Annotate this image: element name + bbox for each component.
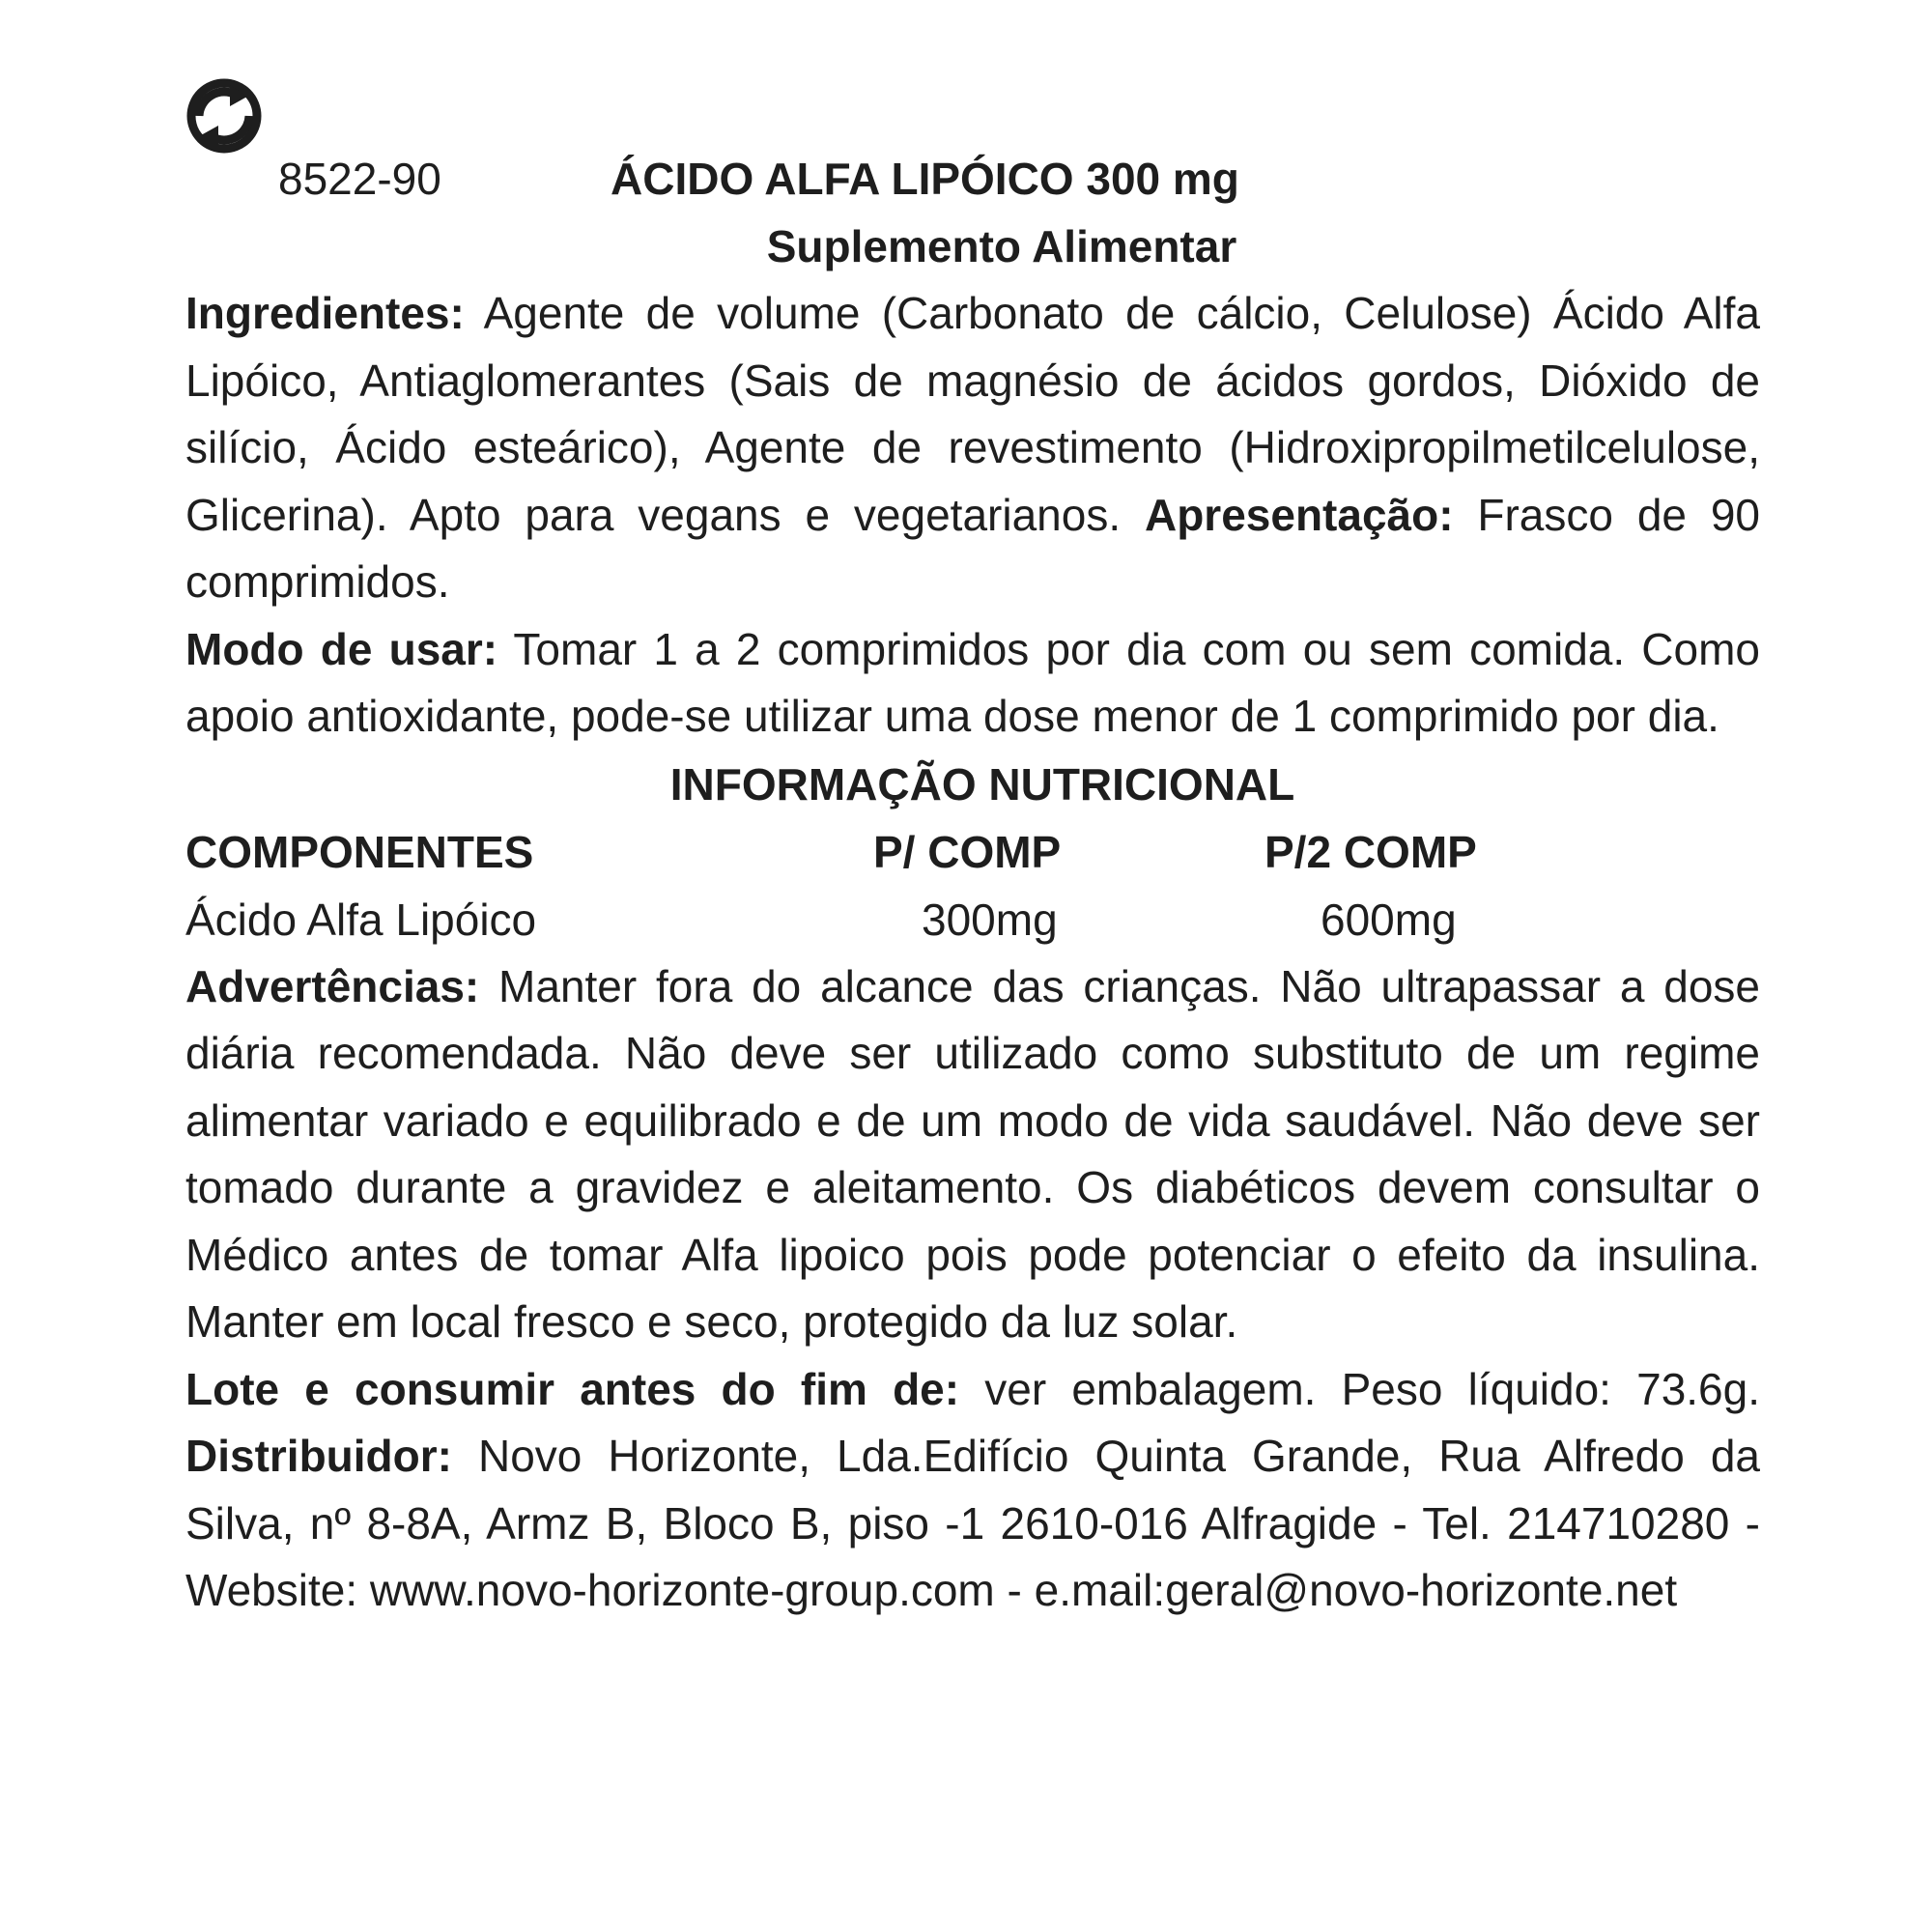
presentation-text: Frasco de 90 comprimidos.	[185, 489, 1761, 607]
header-row	[185, 145, 1760, 213]
nutrition-per-2-comp-value: 600mg	[1321, 894, 1457, 945]
nutrition-header-row	[185, 818, 1760, 886]
ingredients-paragraph	[185, 280, 1760, 616]
distributor-text: Novo Horizonte, Lda.Edifício Quinta Grande, Rua Alfredo da Silva, nº 8-8A, Armz B, Bloco B, piso -1 2610-016 Alfragide - Tel. 214710280 - Website: www.novo-horizonte-group.com - e.mail:geral@novo-horizonte.net	[185, 1431, 1760, 1615]
nutrition-title: INFORMAÇÃO NUTRICIONAL	[669, 758, 1295, 810]
nutrition-row	[185, 886, 1760, 953]
lot-label: Lote e consumir antes do fim de:	[185, 1363, 960, 1414]
distributor-label: Distribuidor:	[185, 1431, 452, 1481]
lot-paragraph	[185, 1356, 1760, 1625]
nutrition-per-comp-value: 300mg	[922, 894, 1058, 945]
ingredients-text: Agente de volume (Carbonato de cálcio, Celulose) Ácido Alfa Lipóico, Antiaglomerantes (Sais de magnésio de ácidos gordos, Dióxido de silício, Ácido esteárico), Agente de revestimento (Hidroxipropilmetilcelulose, Glicerina). Apto para vegans e vegetarianos.	[185, 288, 1760, 540]
product-subtitle: Suplemento Alimentar	[766, 221, 1237, 271]
product-label	[185, 77, 1760, 1625]
usage-paragraph	[185, 616, 1760, 751]
lot-text: ver embalagem. Peso líquido: 73.6g.	[984, 1363, 1761, 1414]
nutrition-header-components: COMPONENTES	[185, 826, 534, 877]
product-code: 8522-90	[278, 154, 441, 204]
nutrition-header-per-comp: P/ COMP	[873, 826, 1062, 877]
usage-label: Modo de usar:	[185, 623, 498, 674]
product-title: ÁCIDO ALFA LIPÓICO 300 mg	[611, 154, 1239, 204]
usage-text: Tomar 1 a 2 comprimidos por dia com ou sem comida. Como apoio antioxidante, pode-se utilizar uma dose menor de 1 comprimido por dia.	[185, 623, 1760, 741]
warnings-label: Advertências:	[185, 960, 480, 1011]
presentation-label: Apresentação:	[1144, 489, 1454, 540]
green-dot-recycle-icon	[185, 77, 263, 155]
warnings-text: Manter fora do alcance das crianças. Não ultrapassar a dose diária recomendada. Não deve ser utilizado como substituto de um regime alimentar variado e equilibrado e de um modo de vida saudável. Não deve ser tomado durante a gravidez e aleitamento. Os diabéticos devem consultar o Médico antes de tomar Alfa lipoico pois pode potenciar o efeito da insulina. Manter em local fresco e seco, protegido da luz solar.	[185, 960, 1760, 1347]
nutrition-header-per-2-comp: P/2 COMP	[1264, 826, 1477, 877]
ingredients-label: Ingredientes:	[185, 288, 465, 338]
nutrition-component: Ácido Alfa Lipóico	[185, 894, 537, 945]
warnings-paragraph	[185, 953, 1760, 1356]
